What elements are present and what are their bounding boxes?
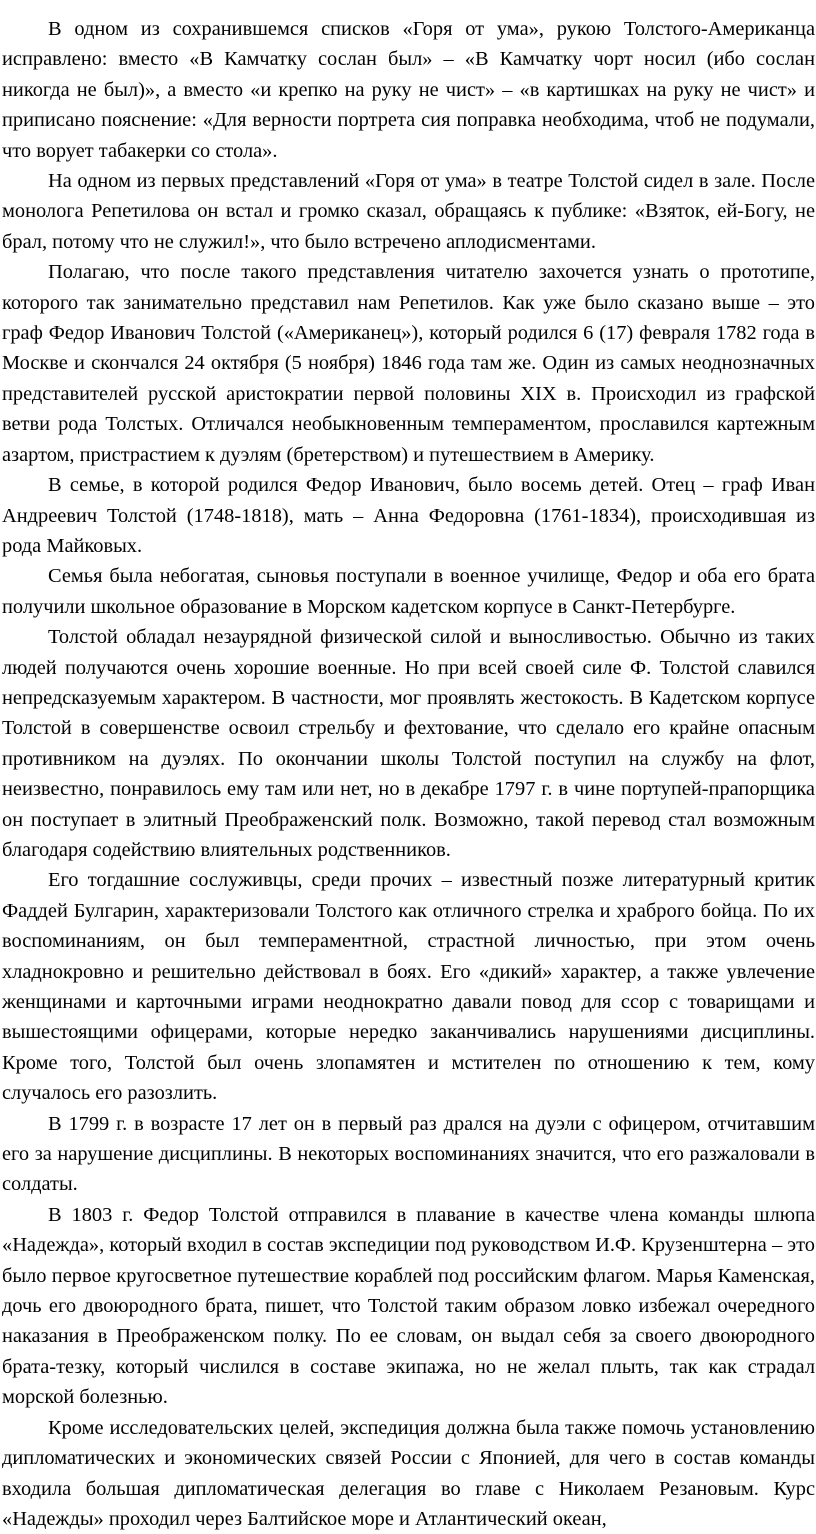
paragraph: В одном из сохранившемся списков «Горя от ума», рукою Толстого-Американца исправлено: вместо «В Камчатку сослан был» – «В Камчатку чорт носил (ибо сослан никогда не был)», а вместо «и крепко на руку не чист» – «в картишках на руку не чист» и приписано пояснение: «Для верности портрета сия поправка необходима, чтоб не подумали, что ворует табакерки со стола». (2, 18, 815, 162)
paragraph: В 1799 г. в возрасте 17 лет он в первый раз дрался на дуэли с офицером, отчитавшим его за нарушение дисциплины. В некоторых воспоминаниях значится, что его разжаловали в солдаты. (2, 1112, 815, 1196)
paragraph: Его тогдашние сослуживцы, среди прочих – известный позже литературный критик Фаддей Булгарин, характеризовали Толстого как отличного стрелка и храброго бойца. По их воспоминаниям, он был темпераментной, страстной личностью, при этом очень хладнокровно и решительно действовал в боях. Его «дикий» характер, а также увлечение женщинами и карточными играми неоднократно давали повод для ссор с товарищами и вышестоящими офицерами, которые нередко заканчивались нарушениями дисциплины. Кроме того, Толстой был очень злопамятен и мстителен по отношению к тем, кому случалось его разозлить. (2, 869, 815, 1105)
paragraph: Семья была небогатая, сыновья поступали в военное училище, Федор и оба его брата получили школьное образование в Морском кадетском корпусе в Санкт-Петербурге. (2, 565, 815, 618)
document-page (0, 14, 816, 1534)
paragraph: В семье, в которой родился Федор Иванович, было восемь детей. Отец – граф Иван Андреевич Толстой (1748-1818), мать – Анна Федоровна (1761-1834), происходившая из рода Майковых. (2, 474, 815, 557)
paragraph: Полагаю, что после такого представления читателю захочется узнать о прототипе, которого так занимательно представил нам Репетилов. Как уже было сказано выше – это граф Федор Иванович Толстой («Американец»), который родился 6 (17) февраля 1782 года в Москве и скончался 24 октября (5 ноября) 1846 года там же. Один из самых неоднозначных представителей русской аристократии первой половины XIX в. Происходил из графской ветви рода Толстых. Отличался необыкновенным темпераментом, прославился картежным азартом, пристрастием к дуэлям (бретерством) и путешествием в Америку. (2, 261, 815, 466)
paragraph: Кроме исследовательских целей, экспедиция должна была также помочь установлению дипломатических и экономических связей России с Японией, для чего в состав команды входила большая дипломатическая делегация во главе с Николаем Резановым. Курс «Надежды» проходил через Балтийское море и Атлантический океан, (2, 1416, 815, 1530)
paragraph: Толстой обладал незаурядной физической силой и выносливостью. Обычно из таких людей получаются очень хорошие военные. Но при всей своей силе Ф. Толстой славился непредсказуемым характером. В частности, мог проявлять жестокость. В Кадетском корпусе Толстой в совершенстве освоил стрельбу и фехтование, что сделало его крайне опасным противником на дуэлях. По окончании школы Толстой поступил на службу на флот, неизвестно, понравилось ему там или нет, но в декабре 1797 г. в чине портупей-прапорщика он поступает в элитный Преображенский полк. Возможно, такой перевод стал возможным благодаря содействию влиятельных родственников. (2, 626, 815, 861)
paragraph: На одном из первых представлений «Горя от ума» в театре Толстой сидел в зале. После монолога Репетилова он встал и громко сказал, обращаясь к публике: «Взяток, ей-Богу, не брал, потому что не служил!», что было встречено аплодисментами. (2, 170, 815, 253)
paragraph: В 1803 г. Федор Толстой отправился в плавание в качестве члена команды шлюпа «Надежда», который входил в состав экспедиции под руководством И.Ф. Крузенштерна – это было первое кругосветное путешествие кораблей под российским флагом. Марья Каменская, дочь его двоюродного брата, пишет, что Толстой таким образом ловко избежал очередного наказания в Преображенском полку. По ее словам, он выдал себя за своего двоюродного брата-тезку, который числился в составе экипажа, но не желал плыть, так как страдал морской болезнью. (2, 1203, 815, 1409)
